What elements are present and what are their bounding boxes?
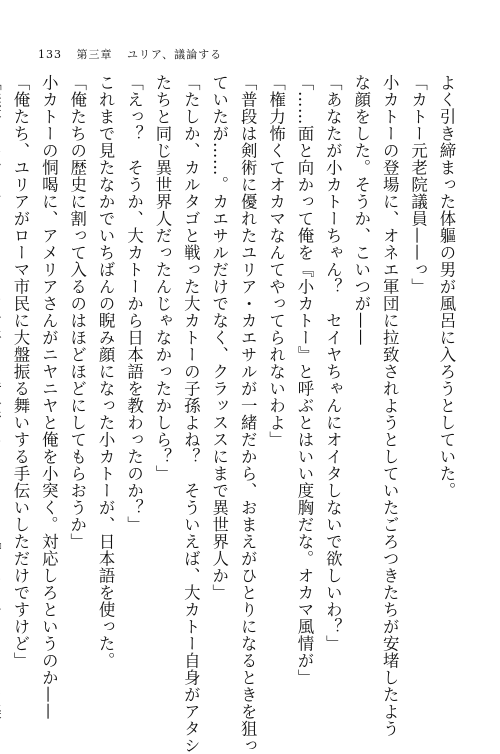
text-line: 「えっ？ そうか、大カトーから日本語を教わったのか？」 (124, 74, 144, 533)
text-line: たちと同じ異世界人だったんじゃなかったかしら？」 (152, 74, 172, 482)
section-title: ユリア、議論する (127, 48, 223, 61)
chapter-title: 第三章 (76, 48, 113, 61)
text-line: 小カトーの恫喝に、アメリアさんがニヤニヤと俺を小突く。対応しろというのか—— (39, 74, 59, 720)
text-line: 「権力怖くてオカマなんてやってられないわよ」 (266, 74, 286, 448)
body-text (10, 74, 460, 754)
text-line: よく引き締まった体軀の男が風呂に入ろうとしていた。 (437, 74, 456, 499)
text-line: ていたが……。カエサルだけでなく、クラッススにまで異世界人か」 (209, 74, 229, 601)
text-line: な顔をした。そうか、こいつが—— (351, 74, 371, 346)
text-line: 「……面と向かって俺を『小カトー』と呼ぶとはいい度胸だな。オカマ風情が」 (294, 74, 314, 686)
text-line: 「あなたが小カトーちゃん？ セイヤちゃんにオイタしないで欲しいわ？」 (323, 74, 343, 652)
text-line (0, 74, 6, 674)
running-header (38, 46, 222, 62)
page-number: 133 (38, 48, 62, 61)
text-line: 「俺たちの歴史に割って入るのはほどほどにしてもらおうか」 (67, 74, 87, 550)
text-line: 「普段は剣術に優れたユリア・カエサルが一緒だから、おまえがひとりになるときを狙っ (238, 74, 258, 754)
text-line: 「カトー元老院議員——っ」 (408, 74, 428, 295)
text-line: 「たしか、カルタゴと戦った大カトーの子孫よね？ そういえば、大カトー自身がアタシ (181, 74, 201, 754)
text-line: これまで見たなかでいちばんの睨み顔になった小カトーが、日本語を使った。 (96, 74, 116, 669)
text-line: 「俺たち、ユリアがローマ市民に大盤振る舞いする手伝いしただけですけど」 (10, 74, 30, 669)
text-line: 小カトーの登場に、オネエ軍団に拉致されようとしていたごろつきたちが安堵したよう (380, 74, 400, 737)
